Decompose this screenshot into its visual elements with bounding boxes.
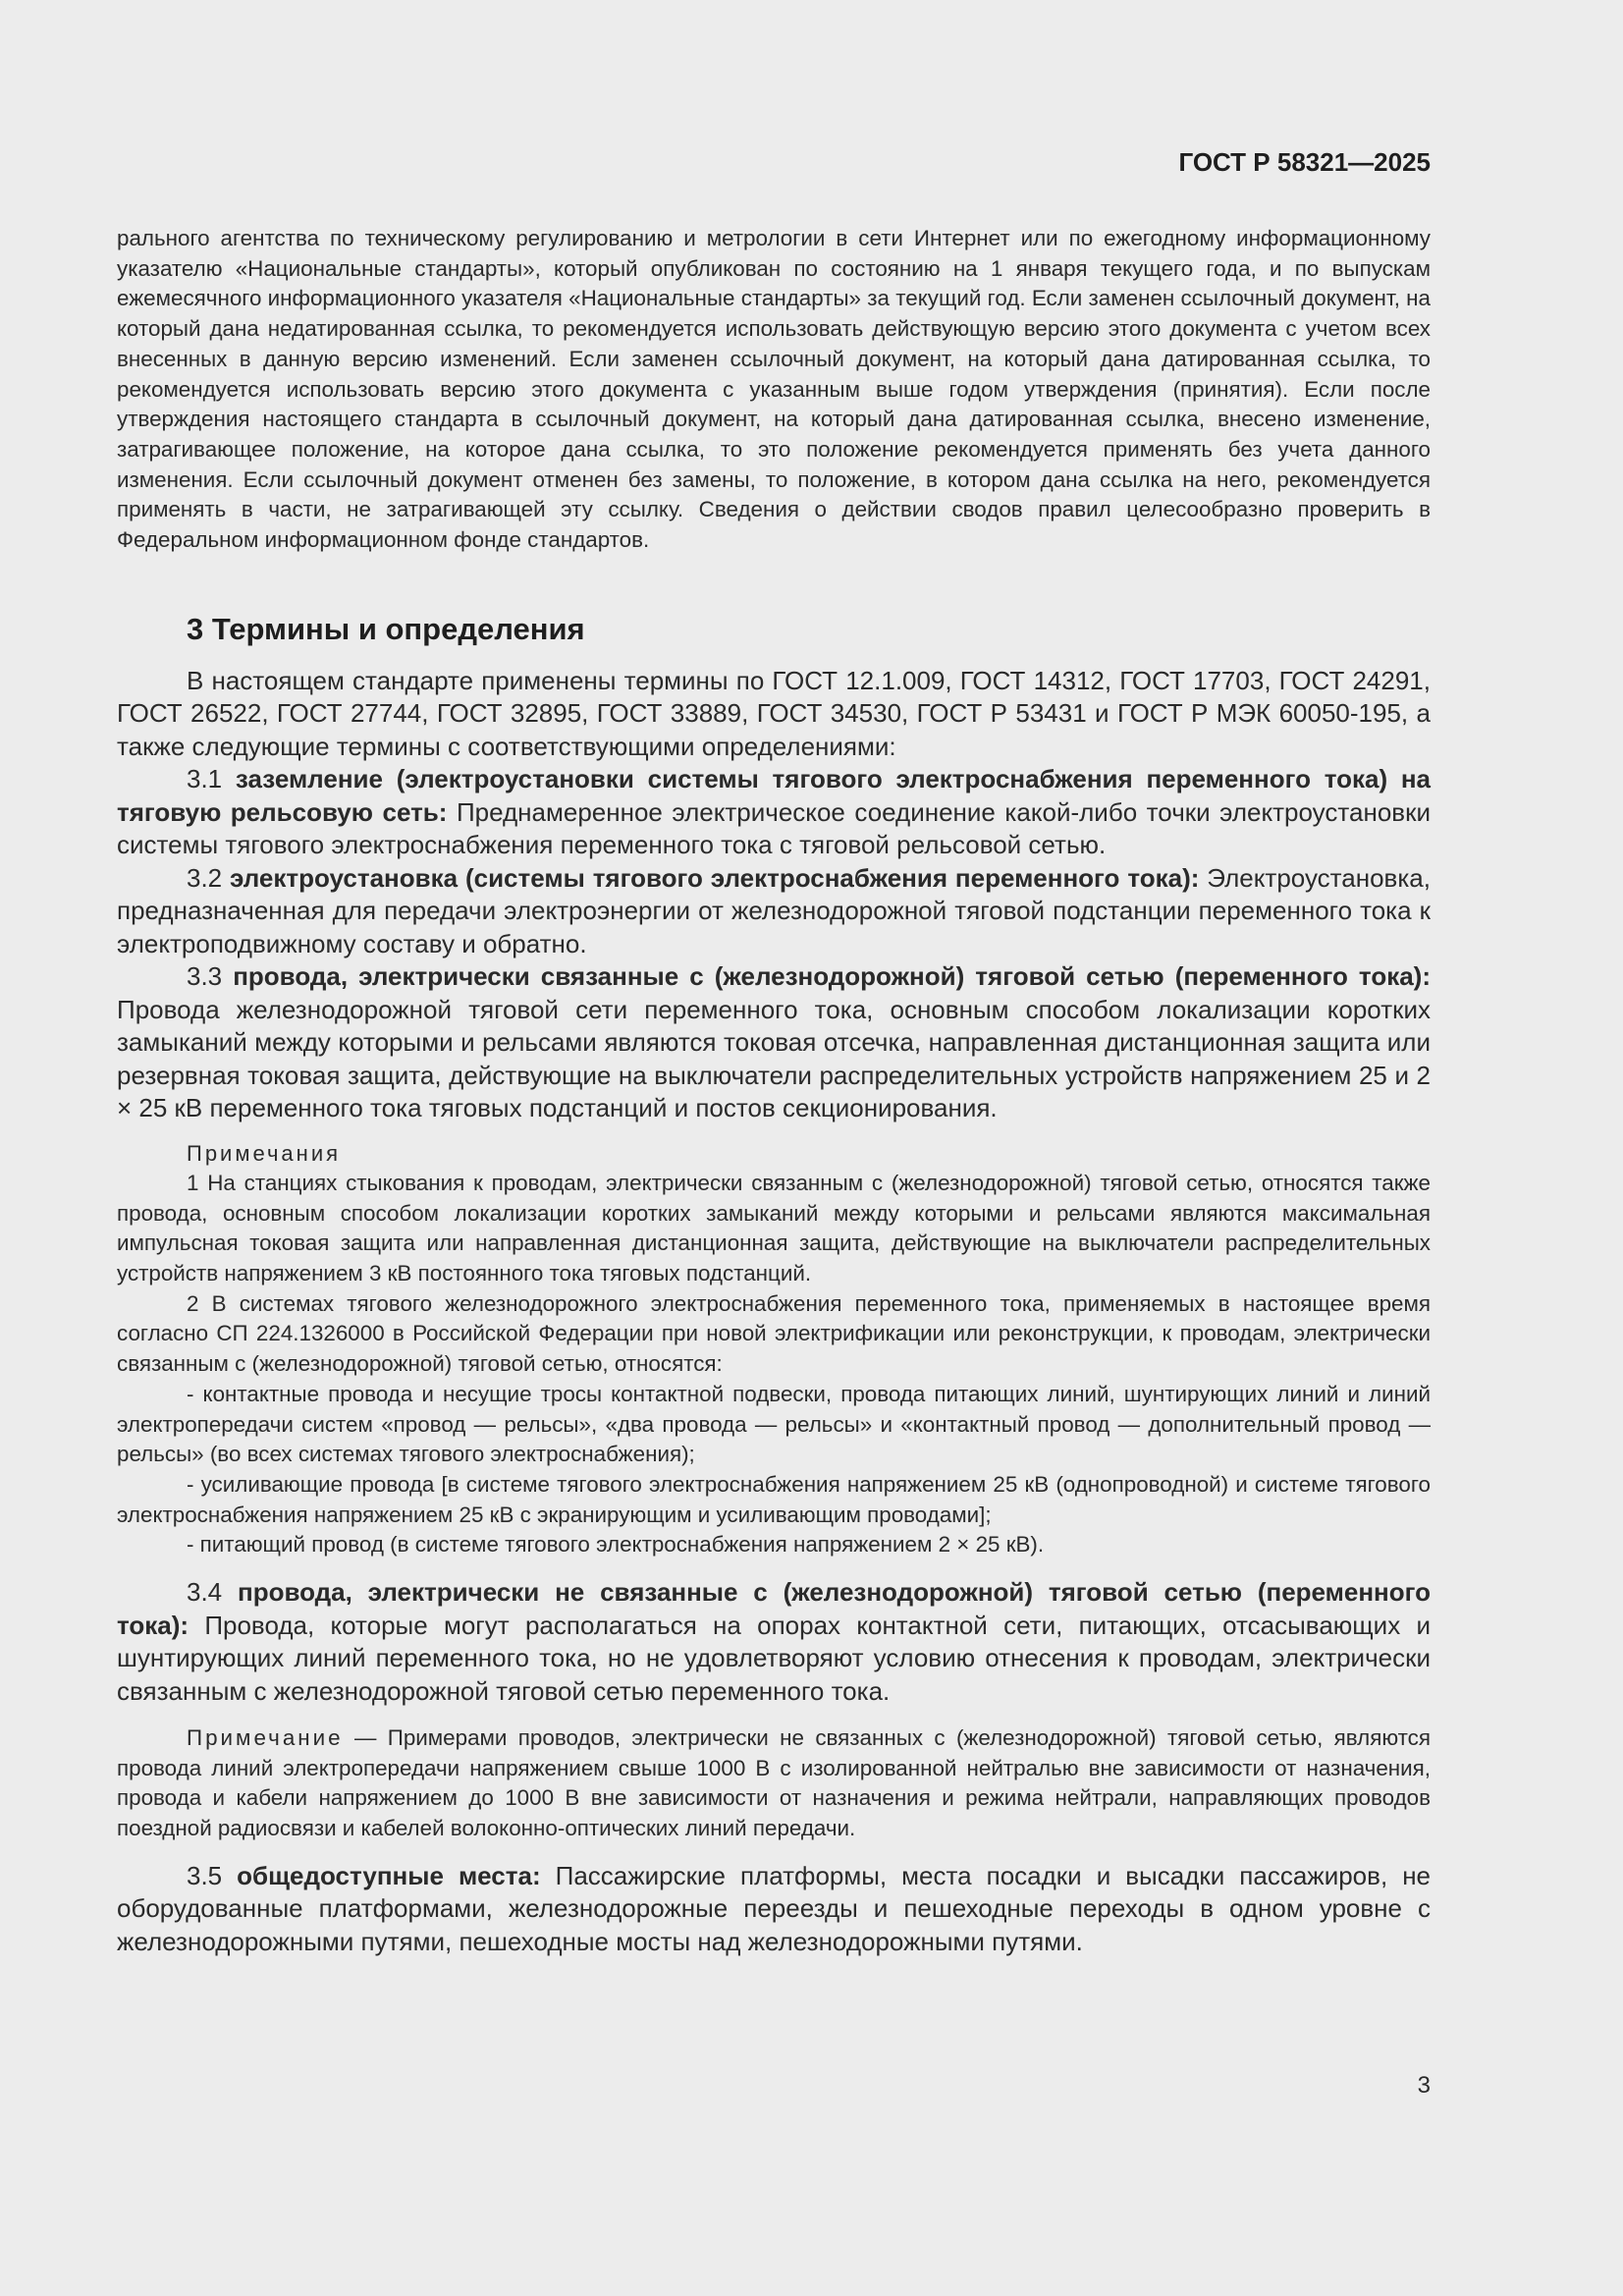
notes-heading: Примечания: [187, 1140, 342, 1166]
note-3-4: [117, 1723, 1431, 1844]
term-3-2: [117, 862, 1431, 961]
page-number: 3: [1417, 2072, 1431, 2099]
note-1: 1 На станциях стыкования к проводам, электрически связанным с (железнодорожной) тяговой сетью, относятся также провода, основным способом локализации коротких замыканий между которыми и рельсами являются максимальная импульсная токовая защита или направленная дистанционная защита, действующие на выключатели распределительных устройств напряжением 3 кВ постоянного тока тяговых подстанций.: [117, 1170, 1431, 1286]
term-definition: Преднамеренное электрическое соединение какой-либо точки электроустановки системы тягового электроснабжения переменного тока с тяговой рельсовой сетью.: [117, 796, 1431, 860]
term-number: 3.2: [187, 862, 231, 893]
note-list-item: - контактные провода и несущие тросы контактной подвески, провода питающих линий, шунтирующих линий и линий электропередачи систем «провод — рельсы», «два провода — рельсы» и «контактный провод — дополнительный провод — рельсы» (во всех системах тягового электроснабжения);: [117, 1381, 1431, 1467]
note-text: — Примерами проводов, электрически не связанных с (железнодорожной) тяговой сетью, являются провода линий электропередачи напряжением свыше 1000 В с изолированной нейтралью вне зависимости от назначения, провода и кабели напряжением до 1000 В вне зависимости от назначения и режима нейтрали, направляющих проводов поездной радиосвязи и кабелей волоконно-оптических линий передачи.: [117, 1725, 1431, 1841]
term-3-3: [117, 960, 1431, 1125]
term-name: общедоступные места:: [237, 1860, 541, 1890]
term-definition: Электроустановка, предназначенная для передачи электроэнергии от железнодорожной тяговой подстанции переменного тока к электроподвижному составу и обратно.: [117, 862, 1431, 958]
note-2: 2 В системах тягового железнодорожного электроснабжения переменного тока, применяемых в настоящее время согласно СП 224.1326000 в Российской Федерации при новой электрификации или реконструкции, к проводам, электрически связанным с (железнодорожной) тяговой сетью, относятся:: [117, 1290, 1431, 1377]
intro-paragraph: рального агентства по техническому регулированию и метрологии в сети Интернет или по ежегодному информационному указателю «Национальные стандарты», который опубликован по состоянию на 1 января текущего года, и по выпускам ежемесячного информационного указателя «Национальные стандарты» за текущий год. Если заменен ссылочный документ, на который дана недатированная ссылка, то рекомендуется использовать действующую версию этого документа с учетом всех внесенных в данную версию изменений. Если заменен ссылочный документ, на который дана датированная ссылка, то рекомендуется использовать версию этого документа с указанным выше годом утверждения (принятия). Если после утверждения настоящего стандарта в ссылочный документ, на который дана датированная ссылка, внесено изменение, затрагивающее положение, на которое дана ссылка, то это положение рекомендуется применять без учета данного изменения. Если ссылочный документ отменен без замены, то положение, в котором дана ссылка на него, рекомендуется применять в части, не затрагивающей эту ссылку. Сведения о действии сводов правил целесообразно проверить в Федеральном информационном фонде стандартов.: [117, 226, 1431, 553]
term-3-5: [117, 1860, 1431, 1959]
term-definition: Провода, которые могут располагаться на опорах контактной сети, питающих, отсасывающих и шунтирующих линий переменного тока, но не удовлетворяют условию отнесения к проводам, электрически связанным с железнодорожной тяговой сетью переменного тока.: [117, 1610, 1431, 1706]
section-title: 3 Термины и определения: [187, 611, 585, 646]
note-list-item: - питающий провод (в системе тягового электроснабжения напряжением 2 × 25 кВ).: [187, 1532, 1045, 1558]
term-definition: Провода железнодорожной тяговой сети переменного тока, основным способом локализации коротких замыканий между которыми и рельсами являются токовая отсечка, направленная дистанционная защита или резервная токовая защита, действующие на выключатели распределительных устройств напряжением 25 и 2 × 25 кВ переменного тока тяговых подстанций и постов секционирования.: [117, 994, 1431, 1123]
term-name: провода, электрически не связанные с (железнодорожной) тяговой сетью (переменного тока):: [117, 1577, 1432, 1640]
section-intro: В настоящем стандарте применены термины по ГОСТ 12.1.009, ГОСТ 14312, ГОСТ 17703, ГОСТ 24291, ГОСТ 26522, ГОСТ 27744, ГОСТ 32895, ГОСТ 33889, ГОСТ 34530, ГОСТ Р 53431 и ГОСТ Р МЭК 60050-195, а также следующие термины с соответствующими определениями:: [117, 665, 1431, 761]
term-definition: Пассажирские платформы, места посадки и высадки пассажиров, не оборудованные платформами, железнодорожные переезды и пешеходные переходы в одном уровне с железнодорожными путями, пешеходные мосты над железнодорожными путями.: [117, 1860, 1432, 1956]
note-list-item: - усиливающие провода [в системе тягового электроснабжения напряжением 25 кВ (однопроводной) и системе тягового электроснабжения напряжением 25 кВ с экранирующим и усиливающим проводами];: [117, 1471, 1431, 1527]
term-number: 3.1: [187, 764, 236, 794]
term-3-1: [117, 763, 1431, 862]
term-number: 3.4: [187, 1577, 238, 1608]
term-name: заземление (электроустановки системы тягового электроснабжения переменного тока) на тяговую рельсовую сеть:: [117, 764, 1431, 827]
term-3-4: [117, 1576, 1431, 1708]
document-id-header: ГОСТ Р 58321—2025: [1178, 147, 1431, 177]
term-number: 3.5: [187, 1860, 238, 1890]
note-label: Примечание: [187, 1725, 344, 1751]
document-body: [117, 224, 1431, 1958]
term-name: электроустановка (системы тягового электроснабжения переменного тока):: [230, 862, 1200, 893]
term-number: 3.3: [187, 961, 234, 992]
term-name: провода, электрически связанные с (железнодорожной) тяговой сетью (переменного тока):: [233, 961, 1431, 992]
